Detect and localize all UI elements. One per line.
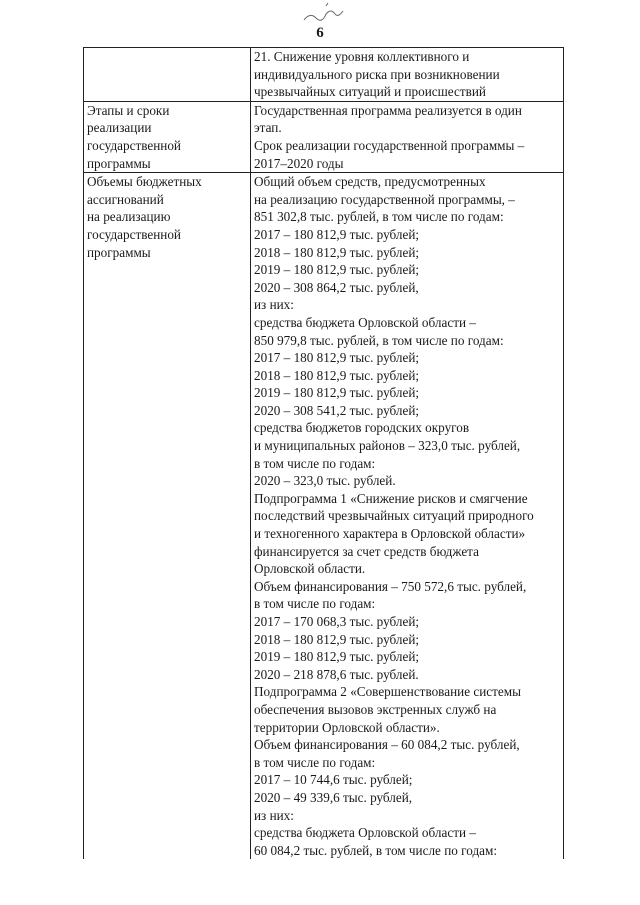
section-content-line: Государственная программа реализуется в один [254,102,522,118]
section-content-line: чрезвычайных ситуаций и происшествий [254,84,486,100]
section-content-line: 2017 – 180 812,9 тыс. рублей; [254,350,420,366]
section-label-line: программы [87,244,151,260]
section-content-line: 2017 – 180 812,9 тыс. рублей; [254,226,420,242]
section-content-line: 2020 – 323,0 тыс. рублей. [254,473,396,489]
section-content-line: 2018 – 180 812,9 тыс. рублей; [254,367,420,383]
section-label-cell [84,101,251,172]
section-content-line: 2018 – 180 812,9 тыс. рублей; [254,631,420,647]
program-passport-table [83,47,564,859]
section-label-line: программы [87,155,151,171]
section-label-line: государственной [87,226,181,242]
section-content-line: в том числе по годам: [254,455,376,471]
section-content-line: средства бюджетов городских округов [254,420,470,436]
section-label-line: реализации [87,120,152,136]
section-content-line: 2018 – 180 812,9 тыс. рублей; [254,244,420,260]
section-content-line: Орловской области. [254,561,366,577]
section-content-line: 2020 – 308 541,2 тыс. рублей; [254,402,420,418]
section-content-line: средства бюджета Орловской области – [254,314,476,330]
section-content-line: и техногенного характера в Орловской области» [254,526,526,542]
section-content-line: 21. Снижение уровня коллективного и [254,49,470,64]
section-label-line: на реализацию [87,209,171,225]
section-content-line: 2020 – 308 864,2 тыс. рублей, [254,279,419,295]
section-content-line: индивидуального риска при возникновении [254,66,500,82]
section-label-cell [84,173,251,860]
section-label-line: государственной [87,137,181,153]
section-content-line: 60 084,2 тыс. рублей, в том числе по годам: [254,842,498,858]
section-content-line: Подпрограмма 2 «Совершенствование системы [254,684,521,700]
row-stages-and-terms [84,101,564,172]
section-content-line: 2020 – 49 339,6 тыс. рублей, [254,789,413,805]
section-label-line: ассигнований [87,191,164,207]
section-content-cell [251,173,564,860]
section-content-line: Объем финансирования – 60 084,2 тыс. рублей, [254,737,520,753]
section-content-line: 850 979,8 тыс. рублей, в том числе по годам: [254,332,504,348]
section-content-line: финансируется за счет средств бюджета [254,543,479,559]
section-content-line: этап. [254,120,282,136]
section-content-line: последствий чрезвычайных ситуаций природного [254,508,534,524]
section-content-line: Подпрограмма 1 «Снижение рисков и смягчение [254,490,528,506]
section-content-cell [251,48,564,102]
section-content-line: и муниципальных районов – 323,0 тыс. рублей, [254,438,521,454]
section-content-line: Общий объем средств, предусмотренных [254,174,486,190]
section-label-line: Этапы и сроки [87,102,170,118]
section-content-line: обеспечения вызовов экстренных служб на [254,701,497,717]
section-content-cell [251,101,564,172]
section-content-line: 2019 – 180 812,9 тыс. рублей; [254,649,420,665]
section-content-line: в том числе по годам: [254,754,376,770]
section-label-cell [84,48,251,102]
section-label-line: Объемы бюджетных [87,174,202,190]
section-content-line: из них: [254,807,294,823]
handwritten-scribble-mark [296,2,356,26]
section-content-line: Объем финансирования – 750 572,6 тыс. рублей, [254,578,527,594]
table-body [84,48,564,860]
section-content-line: 2017 – 170 068,3 тыс. рублей; [254,614,420,629]
section-content-line: 2019 – 180 812,9 тыс. рублей; [254,262,420,278]
section-content-line: 2019 – 180 812,9 тыс. рублей; [254,385,420,401]
section-content-line: Срок реализации государственной программы – [254,137,525,153]
page-number: 6 [316,25,324,41]
section-content-line: территории Орловской области». [254,719,440,735]
section-content-line: средства бюджета Орловской области – [254,825,476,841]
section-content-line: 851 302,8 тыс. рублей, в том числе по годам: [254,209,504,225]
section-content-line: 2017–2020 годы [254,155,344,171]
section-content-line: 2020 – 218 878,6 тыс. рублей. [254,666,419,682]
section-content-line: 2017 – 10 744,6 тыс. рублей; [254,772,413,788]
section-content-line: в том числе по годам: [254,596,376,612]
row-budget-allocations [84,173,564,860]
section-content-line: на реализацию государственной программы, – [254,191,515,207]
row-program-goal-continued [84,48,564,102]
section-content-line: из них: [254,297,294,313]
